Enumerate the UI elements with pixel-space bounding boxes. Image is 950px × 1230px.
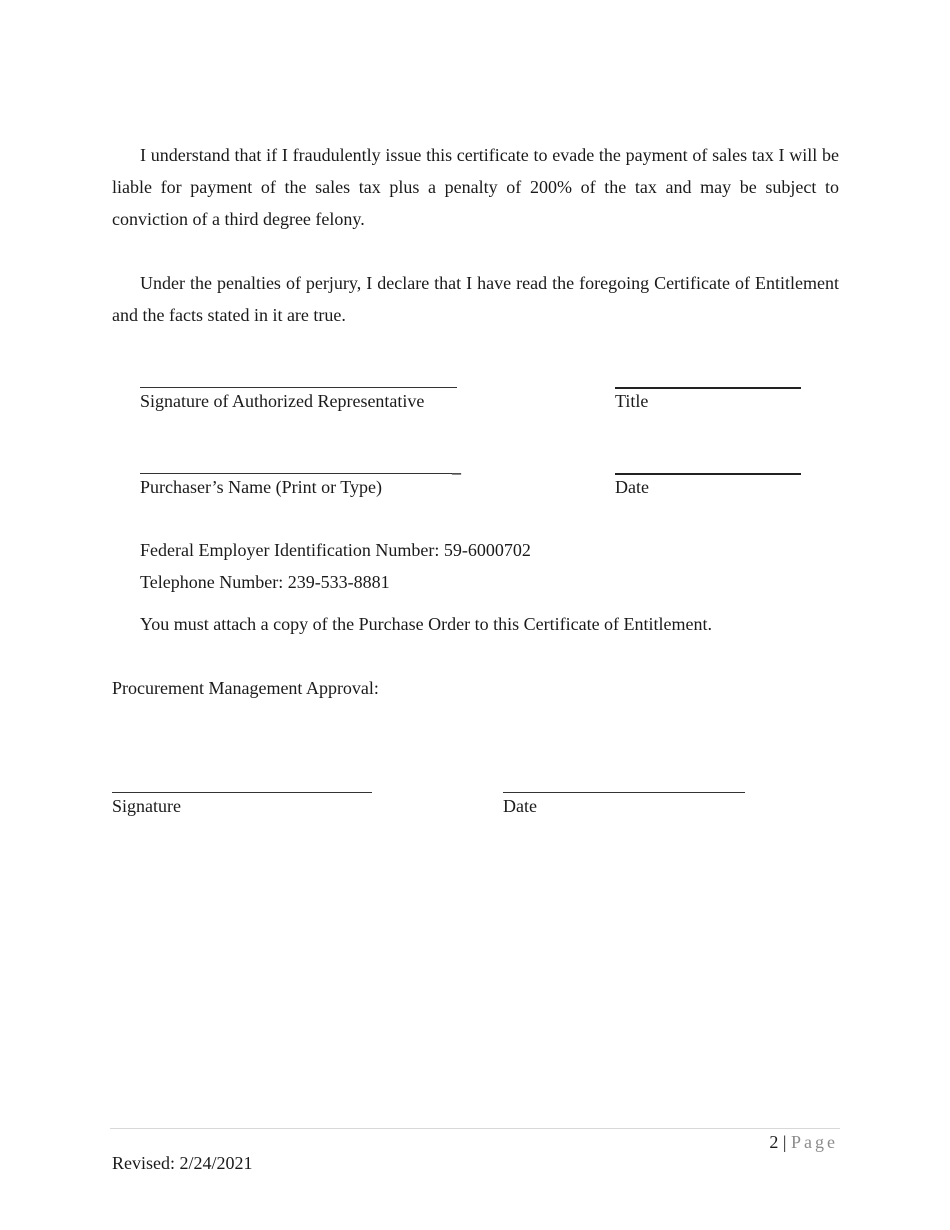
authorized-signature-label: Signature of Authorized Representative <box>140 391 425 411</box>
title-line <box>615 387 801 389</box>
perjury-paragraph: Under the penalties of perjury, I declare that I have read the foregoing Certificate of Entitlement and the facts stated in it are true. <box>112 273 839 325</box>
fein-text: Federal Employer Identification Number: 59-6000702 <box>140 540 531 560</box>
purchaser-date-line <box>615 473 801 475</box>
approval-date-line <box>503 792 745 793</box>
footer-divider <box>110 1128 840 1129</box>
page-word: Page <box>791 1132 838 1152</box>
liability-paragraph: I understand that if I fraudulently issue this certificate to evade the payment of sales tax I will be liable for payment of the sales tax plus a penalty of 200% of the tax and may be subject to conviction of a third degree felony. <box>112 145 839 229</box>
purchaser-date-label: Date <box>615 477 649 497</box>
approval-date-label: Date <box>503 796 537 816</box>
approval-signature-line <box>112 792 372 793</box>
purchaser-name-label: Purchaser’s Name (Print or Type) <box>140 477 383 497</box>
purchaser-name-line <box>140 473 452 474</box>
page-number <box>769 1131 838 1153</box>
telephone-text: Telephone Number: 239-533-8881 <box>140 572 390 592</box>
page-number-separator: | <box>782 1132 787 1152</box>
page-number-value: 2 <box>769 1132 779 1152</box>
procurement-approval-heading: Procurement Management Approval: <box>112 678 379 698</box>
attach-note: You must attach a copy of the Purchase Order to this Certificate of Entitlement. <box>140 614 713 634</box>
authorized-signature-line <box>140 387 457 388</box>
title-label: Title <box>615 391 649 411</box>
purchaser-name-line-mark: _ <box>452 456 461 476</box>
approval-signature-label: Signature <box>112 796 181 816</box>
revised-date: Revised: 2/24/2021 <box>112 1153 253 1173</box>
